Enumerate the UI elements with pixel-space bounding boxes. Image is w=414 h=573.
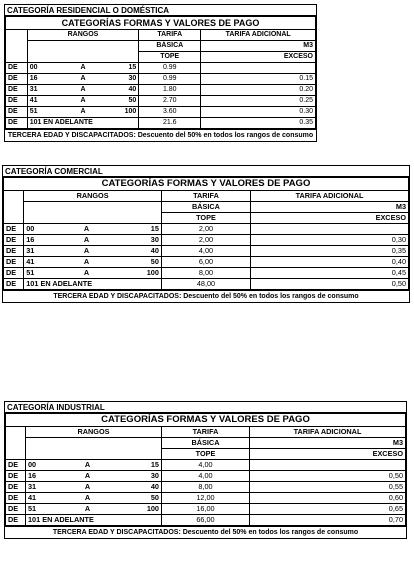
blank-cell	[4, 191, 24, 202]
range-from-cell: 51	[24, 268, 69, 279]
tope-value: 2,00	[161, 224, 250, 235]
range-from-cell: 101 EN ADELANTE	[24, 279, 162, 290]
exceso-value: 0,65	[250, 504, 406, 515]
basica-header: BÁSICA	[161, 202, 250, 213]
exceso-value: 0,70	[250, 515, 406, 526]
range-a-cell: A	[71, 85, 96, 96]
range-a-cell: A	[71, 96, 96, 107]
range-to-cell: 30	[95, 74, 138, 85]
table-row	[4, 257, 409, 268]
tarifa-adicional-header: TARIFA ADICIONAL	[250, 427, 406, 438]
range-to-cell: 15	[95, 63, 138, 74]
tope-value: 8,00	[162, 482, 250, 493]
table-row	[6, 482, 406, 493]
tope-value: 6,00	[161, 257, 250, 268]
range-from-cell: 31	[26, 482, 70, 493]
de-cell: DE	[6, 107, 28, 118]
de-cell: DE	[6, 74, 28, 85]
range-a-cell: A	[70, 482, 106, 493]
tarifa-header: TARIFA	[161, 191, 250, 202]
tarifa-header: TARIFA	[162, 427, 250, 438]
exceso-value: 0,55	[250, 482, 406, 493]
range-a-cell: A	[71, 74, 96, 85]
tariff-table	[3, 177, 409, 290]
tariff-table	[5, 16, 316, 129]
range-to-cell: 30	[105, 235, 162, 246]
tope-value: 0.99	[139, 74, 201, 85]
table-row	[6, 96, 316, 107]
de-cell: DE	[6, 515, 26, 526]
table-row	[4, 246, 409, 257]
blank-cell	[27, 41, 139, 52]
range-a-cell: A	[68, 257, 104, 268]
commercial-section	[2, 165, 410, 303]
range-from-cell: 101 EN ADELANTE	[26, 515, 162, 526]
range-from-cell: 51	[27, 107, 70, 118]
range-to-cell: 15	[105, 224, 162, 235]
tope-value: 48,00	[161, 279, 250, 290]
residential-section	[4, 4, 317, 142]
de-cell: DE	[6, 493, 26, 504]
range-a-cell: A	[70, 504, 106, 515]
tope-value: 0.99	[139, 63, 201, 74]
range-to-cell: 40	[106, 482, 162, 493]
range-from-cell: 31	[24, 246, 69, 257]
exceso-value: 0.20	[201, 85, 316, 96]
range-a-cell: A	[68, 246, 104, 257]
blank-cell	[4, 202, 24, 213]
table-row	[6, 515, 406, 526]
range-from-cell: 101 EN ADELANTE	[27, 118, 139, 129]
de-cell: DE	[6, 118, 28, 129]
tope-value: 66,00	[162, 515, 250, 526]
exceso-value: 0.35	[201, 118, 316, 129]
tope-header: TOPE	[139, 52, 201, 63]
tarifa-adicional-header: TARIFA ADICIONAL	[251, 191, 409, 202]
exceso-value: 0,50	[250, 471, 406, 482]
tope-value: 12,00	[162, 493, 250, 504]
range-to-cell: 100	[106, 504, 162, 515]
range-a-cell: A	[70, 493, 106, 504]
rangos-header: RANGOS	[26, 427, 162, 438]
de-cell: DE	[4, 268, 24, 279]
tarifa-header: TARIFA	[139, 30, 201, 41]
table-row	[4, 224, 409, 235]
blank-cell	[6, 52, 28, 63]
range-to-cell: 40	[105, 246, 162, 257]
blank-cell	[4, 213, 24, 224]
de-cell: DE	[4, 224, 24, 235]
range-from-cell: 16	[26, 471, 70, 482]
exceso-value	[201, 63, 316, 74]
m3-header: M3	[250, 438, 406, 449]
tope-value: 4,00	[161, 246, 250, 257]
exceso-value: 0.30	[201, 107, 316, 118]
range-a-cell: A	[70, 460, 106, 471]
range-to-cell: 50	[106, 493, 162, 504]
blank-cell	[26, 438, 162, 449]
range-to-cell: 15	[106, 460, 162, 471]
range-to-cell: 50	[95, 96, 138, 107]
range-a-cell: A	[71, 63, 96, 74]
range-from-cell: 00	[24, 224, 69, 235]
blank-cell	[27, 52, 139, 63]
rangos-header: RANGOS	[27, 30, 139, 41]
blank-cell	[24, 202, 162, 213]
exceso-value: 0,50	[251, 279, 409, 290]
tope-value: 4,00	[162, 471, 250, 482]
range-from-cell: 31	[27, 85, 70, 96]
basica-header: BÁSICA	[139, 41, 201, 52]
range-from-cell: 16	[24, 235, 69, 246]
range-from-cell: 41	[24, 257, 69, 268]
discount-note: TERCERA EDAD Y DISCAPACITADOS: Descuento del 50% en todos los rangos de consumo	[3, 290, 409, 302]
exceso-header: EXCESO	[250, 449, 406, 460]
de-cell: DE	[4, 246, 24, 257]
table-row	[4, 235, 409, 246]
exceso-header: EXCESO	[251, 213, 409, 224]
tope-value: 16,00	[162, 504, 250, 515]
blank-cell	[6, 438, 26, 449]
category-heading: CATEGORÍA COMERCIAL	[3, 166, 409, 177]
range-to-cell: 50	[105, 257, 162, 268]
tope-header: TOPE	[161, 213, 250, 224]
exceso-value	[250, 460, 406, 471]
table-row	[4, 279, 409, 290]
range-to-cell: 100	[95, 107, 138, 118]
range-from-cell: 51	[26, 504, 70, 515]
range-to-cell: 40	[95, 85, 138, 96]
de-cell: DE	[4, 257, 24, 268]
tariff-table	[5, 413, 406, 526]
tope-value: 2.70	[139, 96, 201, 107]
exceso-value: 0,40	[251, 257, 409, 268]
range-a-cell: A	[68, 224, 104, 235]
table-row	[6, 107, 316, 118]
exceso-value: 0,60	[250, 493, 406, 504]
tope-value: 1.80	[139, 85, 201, 96]
tope-header: TOPE	[162, 449, 250, 460]
exceso-value: 0,35	[251, 246, 409, 257]
exceso-value: 0.25	[201, 96, 316, 107]
range-from-cell: 41	[27, 96, 70, 107]
range-to-cell: 100	[105, 268, 162, 279]
de-cell: DE	[4, 279, 24, 290]
tope-value: 21.6	[139, 118, 201, 129]
table-row	[4, 268, 409, 279]
table-row	[6, 74, 316, 85]
table-row	[6, 63, 316, 74]
exceso-value: 0,30	[251, 235, 409, 246]
blank-cell	[6, 30, 28, 41]
m3-header: M3	[251, 202, 409, 213]
de-cell: DE	[6, 471, 26, 482]
industrial-section	[4, 401, 407, 539]
table-row	[6, 85, 316, 96]
range-a-cell: A	[68, 268, 104, 279]
range-from-cell: 41	[26, 493, 70, 504]
table-row	[6, 493, 406, 504]
table-row	[6, 504, 406, 515]
exceso-value: 0.15	[201, 74, 316, 85]
blank-cell	[6, 427, 26, 438]
range-to-cell: 30	[106, 471, 162, 482]
exceso-header: EXCESO	[201, 52, 316, 63]
de-cell: DE	[6, 63, 28, 74]
range-a-cell: A	[68, 235, 104, 246]
category-heading: CATEGORÍA RESIDENCIAL O DOMÉSTICA	[5, 5, 316, 16]
de-cell: DE	[6, 96, 28, 107]
de-cell: DE	[6, 504, 26, 515]
table-row	[6, 118, 316, 129]
de-cell: DE	[6, 460, 26, 471]
table-row	[6, 460, 406, 471]
range-from-cell: 16	[27, 74, 70, 85]
range-a-cell: A	[71, 107, 96, 118]
table-row	[6, 471, 406, 482]
m3-header: M3	[201, 41, 316, 52]
tope-value: 8,00	[161, 268, 250, 279]
tope-value: 3.60	[139, 107, 201, 118]
de-cell: DE	[6, 482, 26, 493]
tope-value: 4,00	[162, 460, 250, 471]
range-a-cell: A	[70, 471, 106, 482]
blank-cell	[6, 449, 26, 460]
discount-note: TERCERA EDAD Y DISCAPACITADOS: Descuento del 50% en todos los rangos de consumo	[5, 526, 406, 538]
basica-header: BÁSICA	[162, 438, 250, 449]
blank-cell	[6, 41, 28, 52]
de-cell: DE	[4, 235, 24, 246]
blank-cell	[26, 449, 162, 460]
table-title: CATEGORÍAS FORMAS Y VALORES DE PAGO	[6, 414, 406, 427]
tope-value: 2,00	[161, 235, 250, 246]
blank-cell	[24, 213, 162, 224]
tarifa-adicional-header: TARIFA ADICIONAL	[201, 30, 316, 41]
discount-note: TERCERA EDAD Y DISCAPACITADOS: Descuento del 50% en todos los rangos de consumo	[5, 129, 316, 141]
table-title: CATEGORÍAS FORMAS Y VALORES DE PAGO	[6, 17, 316, 30]
de-cell: DE	[6, 85, 28, 96]
category-heading: CATEGORÍA INDUSTRIAL	[5, 402, 406, 413]
exceso-value: 0,45	[251, 268, 409, 279]
table-title: CATEGORÍAS FORMAS Y VALORES DE PAGO	[4, 178, 409, 191]
range-from-cell: 00	[27, 63, 70, 74]
exceso-value	[251, 224, 409, 235]
rangos-header: RANGOS	[24, 191, 162, 202]
range-from-cell: 00	[26, 460, 70, 471]
